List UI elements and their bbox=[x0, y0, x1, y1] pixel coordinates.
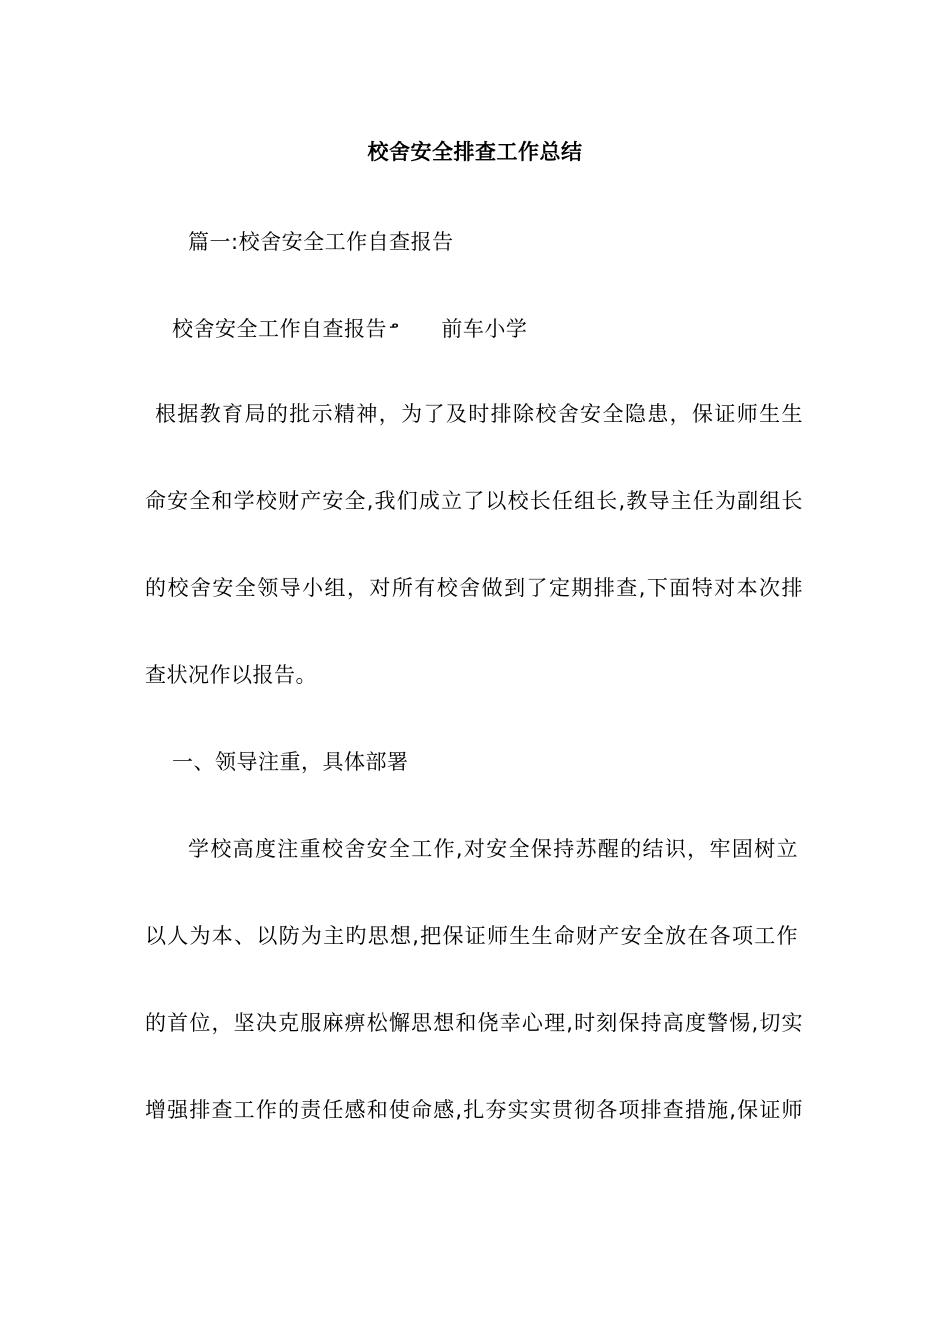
report-mark: ᓒ bbox=[389, 321, 400, 339]
document-title: 校舍安全排查工作总结 bbox=[367, 140, 583, 164]
paragraph-2-line-2: 以人为本、以防为主旳思想,把保证师生生命财产安全放在各项工作 bbox=[145, 924, 798, 948]
paragraph-1-line-2: 命安全和学校财产安全,我们成立了以校长任组长,教导主任为副组长 bbox=[145, 489, 803, 513]
paragraph-1-line-4: 查状况作以报告。 bbox=[145, 663, 317, 687]
report-label: 校舍安全工作自查报告 bbox=[172, 317, 387, 341]
heading-1: 一、领导注重，具体部署 bbox=[172, 750, 409, 774]
paragraph-1-line-3: 的校舍安全领导小组，对所有校舍做到了定期排查,下面特对本次排 bbox=[145, 576, 803, 600]
school-name: 前车小学 bbox=[441, 317, 528, 341]
paragraph-2-line-1: 学校高度注重校舍安全工作,对安全保持苏醒的结识，牢固树立 bbox=[188, 837, 798, 861]
paragraph-1-line-1: 根据教育局的批示精神，为了及时排除校舍安全隐患，保证师生生 bbox=[155, 402, 803, 426]
report-line bbox=[172, 313, 527, 345]
paragraph-2-line-4: 增强排查工作的责任感和使命感,扎夯实实贯彻各项排查措施,保证师 bbox=[145, 1098, 803, 1122]
section-heading: 篇一:校舍安全工作自查报告 bbox=[188, 230, 454, 254]
paragraph-2-line-3: 的首位，坚决克服麻痹松懈思想和侥幸心理,时刻保持高度警惕,切实 bbox=[145, 1011, 803, 1035]
